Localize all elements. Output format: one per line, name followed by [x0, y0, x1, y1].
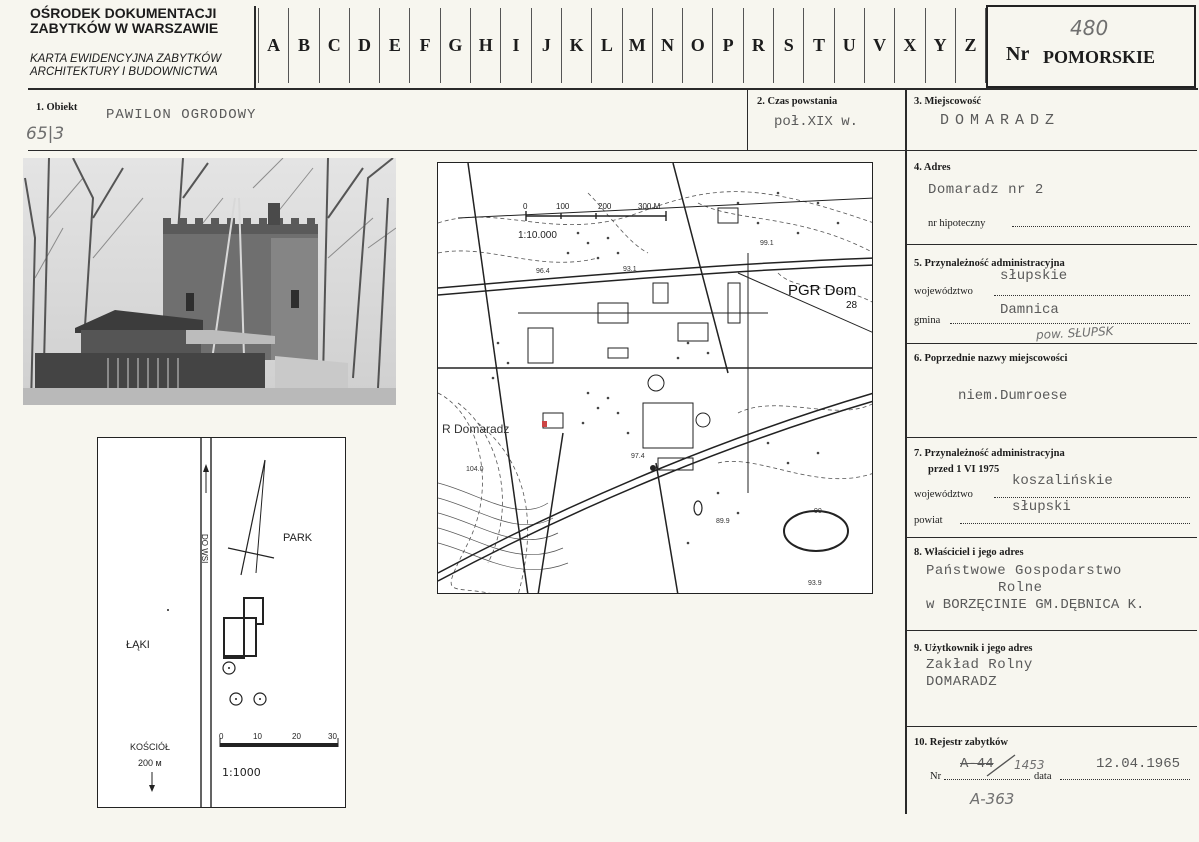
letter-cell-m: M	[623, 8, 653, 83]
map-scale-tick-0: 0	[523, 202, 528, 211]
rule-f6	[905, 343, 1197, 344]
map-height-8: 104.0	[466, 466, 484, 473]
letter-cell-u: U	[835, 8, 865, 83]
field-8-label: 8. Właściciel i jego adres	[914, 547, 1024, 558]
letter-cell-e: E	[380, 8, 410, 83]
letter-cell-p: P	[713, 8, 743, 83]
sketch-scale-tick-2: 20	[292, 732, 301, 741]
church-distance: 200 м	[138, 758, 162, 768]
rule-row1	[28, 150, 905, 151]
field-1-value: PAWILON OGRODOWY	[106, 107, 257, 123]
field-7-sub: przed 1 VI 1975	[928, 464, 1000, 475]
field-7-woj-label: województwo	[914, 489, 973, 500]
field-5-gmina-value: Damnica	[1000, 302, 1059, 318]
letter-cell-x: X	[895, 8, 925, 83]
divider-right-column	[905, 88, 907, 814]
nr-label: Nr	[1006, 43, 1030, 65]
field-4-value: Domaradz nr 2	[928, 182, 1044, 198]
field-4-label: 4. Adres	[914, 162, 951, 173]
field-10-label: 10. Rejestr zabytków	[914, 737, 1008, 748]
map-label-28: 28	[846, 300, 858, 311]
map-height-2: 93.1	[623, 266, 637, 273]
field-2-label: 2. Czas powstania	[757, 96, 838, 107]
sketch-scale-ratio: 1:1000	[222, 766, 261, 779]
map-height-6: 90	[814, 508, 822, 515]
letter-cell-r: R	[744, 8, 774, 83]
field-5-label: 5. Przynależność administracyjna	[914, 258, 1065, 269]
building-photo	[23, 158, 396, 405]
field-7-label: 7. Przynależność administracyjna	[914, 448, 1065, 459]
map-height-1: 96.4	[536, 268, 550, 275]
location-map	[437, 162, 873, 594]
letter-cell-y: Y	[926, 8, 956, 83]
field-6-value: niem.Dumroese	[958, 388, 1068, 404]
site-plan	[98, 438, 346, 808]
sketch-scale-tick-3: 30	[328, 732, 337, 741]
header-divider	[254, 6, 256, 88]
pavilion-photograph	[23, 158, 396, 405]
letter-cell-i: I	[501, 8, 531, 83]
institution-name	[30, 6, 218, 36]
region-name: POMORSKIE	[1043, 47, 1156, 67]
rule-f8	[905, 537, 1197, 538]
map-height-3: 99.1	[760, 240, 774, 247]
letter-cell-o: O	[683, 8, 713, 83]
meadow-label: ŁĄKI	[126, 639, 150, 651]
field-5-gmina-label: gmina	[914, 315, 941, 326]
map-height-7: 93.9	[808, 580, 822, 587]
field-7-powiat-label: powiat	[914, 515, 943, 526]
field-5-woj-value: słupskie	[1000, 268, 1068, 284]
field-1-handwritten: 65|3	[26, 124, 65, 144]
field-8-line-3: w BORZĘCINIE GM.DĘBNICA K.	[926, 597, 1145, 613]
letter-cell-t: T	[804, 8, 834, 83]
church-label: KOŚCIÓŁ	[130, 742, 171, 752]
letter-cell-k: K	[562, 8, 592, 83]
rule-f10	[905, 726, 1197, 727]
rule-f5	[905, 244, 1197, 245]
field-10-nr-handwritten: 1453	[1014, 758, 1045, 772]
institution-line-2: ZABYTKÓW W WARSZAWIE	[30, 20, 219, 36]
rule-top	[28, 88, 1198, 90]
field-7-woj-dots	[994, 489, 1190, 498]
letter-cell-j: J	[532, 8, 562, 83]
field-10-nr-value: A-44	[960, 756, 994, 772]
institution-line-1: OŚRODEK DOKUMENTACJI	[30, 5, 217, 21]
map-height-5: 89.9	[716, 518, 730, 525]
field-4-dots	[1012, 218, 1190, 227]
sketch-scale-tick-1: 10	[253, 732, 262, 741]
field-5-gmina-dots	[950, 315, 1190, 324]
map-scale-tick-2: 200	[598, 202, 612, 211]
field-10-handwritten-2: A-363	[970, 790, 1015, 808]
letter-cell-l: L	[592, 8, 622, 83]
field-6-label: 6. Poprzednie nazwy miejscowości	[914, 353, 1068, 364]
topographic-map	[438, 163, 873, 594]
map-scale-tick-3: 300 M	[638, 202, 661, 211]
field-10-data-value: 12.04.1965	[1096, 756, 1181, 772]
letter-cell-s: S	[774, 8, 804, 83]
field-8-line-2: Rolne	[998, 580, 1043, 596]
field-1-label: 1. Obiekt	[36, 102, 78, 113]
map-scale-tick-1: 100	[556, 202, 570, 211]
letter-cell-b: B	[289, 8, 319, 83]
letter-cell-f: F	[410, 8, 440, 83]
card-type-line-1: KARTA EWIDENCYJNA ZABYTKÓW	[30, 53, 222, 65]
card-type	[30, 53, 221, 79]
field-3-value: DOMARADZ	[940, 112, 1061, 129]
field-2-value: poł.XIX w.	[774, 114, 859, 130]
letter-index	[258, 8, 986, 83]
letter-cell-h: H	[471, 8, 501, 83]
rule-f7	[905, 437, 1197, 438]
sketch-scale-tick-0: 0	[219, 732, 224, 741]
nr-handwritten: 480	[1070, 16, 1109, 40]
field-10-data-label: data	[1034, 771, 1052, 782]
rule-f9	[905, 630, 1197, 631]
road-label: DO WSI	[200, 534, 209, 564]
map-village-label: R Domaradz	[442, 422, 510, 436]
field-10-data-dots	[1060, 771, 1190, 780]
letter-cell-a: A	[258, 8, 289, 83]
field-5-handwritten: pow. SŁUPSK	[1035, 323, 1114, 343]
letter-cell-n: N	[653, 8, 683, 83]
field-5-woj-dots	[994, 287, 1190, 296]
field-9-line-1: Zakład Rolny	[926, 657, 1033, 673]
field-9-line-2: DOMARADZ	[926, 674, 998, 690]
field-7-powiat-dots	[960, 515, 1190, 524]
field-5-woj-label: województwo	[914, 286, 973, 297]
site-sketch	[97, 437, 346, 808]
field-9-label: 9. Użytkownik i jego adres	[914, 643, 1033, 654]
letter-cell-d: D	[350, 8, 380, 83]
letter-cell-v: V	[865, 8, 895, 83]
map-scale-text: 1:10.000	[518, 230, 557, 241]
letter-cell-g: G	[441, 8, 471, 83]
field-4-sub-label: nr hipoteczny	[928, 218, 986, 229]
field-8-line-1: Państwowe Gospodarstwo	[926, 563, 1122, 579]
field-7-powiat-value: słupski	[1012, 499, 1071, 515]
letter-cell-z: Z	[956, 8, 986, 83]
field-3-label: 3. Miejscowość	[914, 96, 982, 107]
field-7-woj-value: koszalińskie	[1012, 473, 1113, 489]
map-pgr-label: PGR Dom	[788, 282, 857, 299]
field-10-nr-label: Nr	[930, 771, 942, 782]
park-label: PARK	[283, 532, 313, 544]
rule-f4	[905, 150, 1197, 151]
map-height-4: 97.4	[631, 453, 645, 460]
card-type-line-2: ARCHITEKTURY I BUDOWNICTWA	[30, 66, 218, 78]
divider-f2	[747, 88, 748, 150]
letter-cell-c: C	[320, 8, 350, 83]
